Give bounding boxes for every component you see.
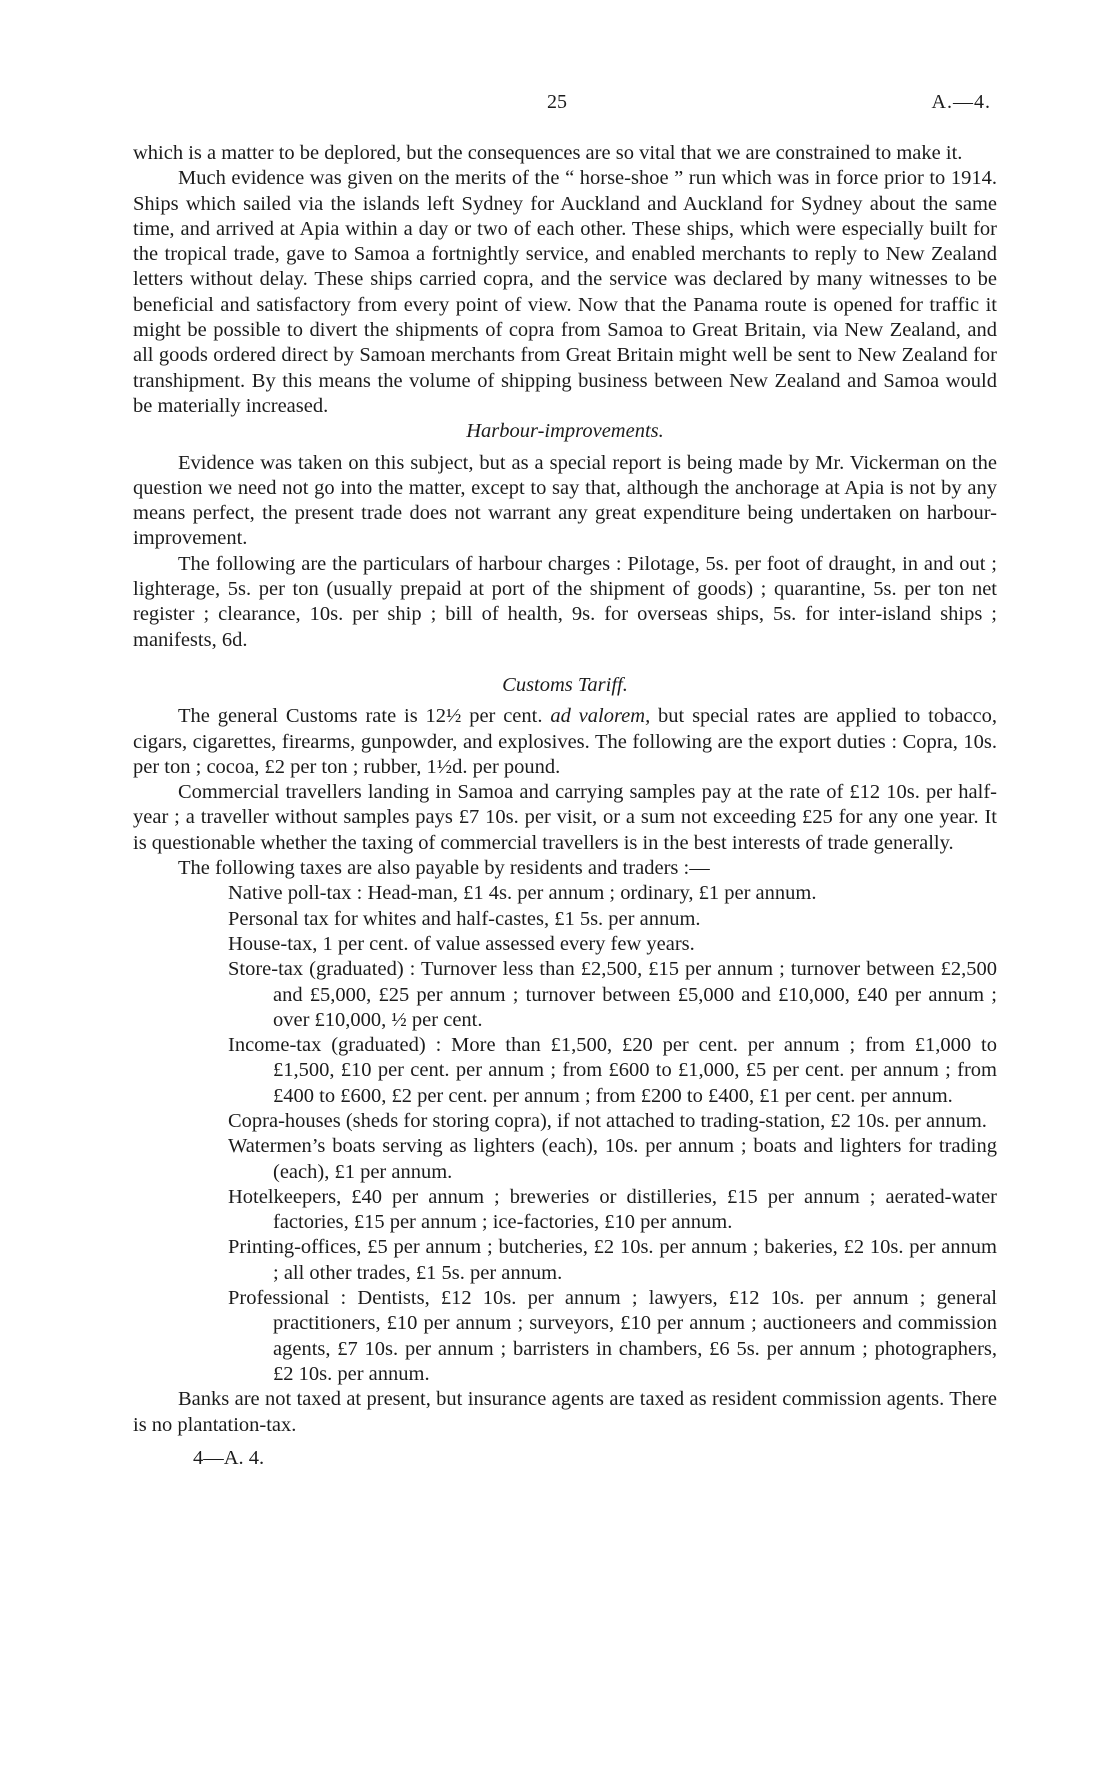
paragraph-harbour-charges: The following are the particulars of harbour charges : Pilotage, 5s. per foot of draught, in and out ; lighterage, 5s. per ton (usually prepaid at port of the shipment of goods) ; quarantine, 5s. per ton net register ; clearance, 10s. per ship ; bill of health, 9s. for overseas ships, 5s. for inter-island ships ; manifests, 6d. — [133, 552, 997, 651]
customs-rate-after: but special rates are applied to tobacco, cigars, cigarettes, firearms, gunpowder, and explosives. The following are the export duties : Copra, 10s. per ton ; cocoa, £2 per ton ; rubber, 1½d. per pound. — [133, 705, 998, 778]
paragraph-continuation: which is a matter to be deplored, but the consequences are so vital that we are constrained to make it. — [133, 142, 963, 164]
signature-mark: 4—A. 4. — [193, 1446, 265, 1469]
tax-list — [133, 881, 997, 1387]
tax-item: House-tax, 1 per cent. of value assessed every few years. — [228, 932, 695, 955]
customs-rate-italic: ad valorem, — [550, 705, 651, 728]
tax-item: Printing-offices, £5 per annum ; butcheries, £2 10s. per annum ; bakeries, £2 10s. per annum ; all other trades, £1 5s. per annum. — [228, 1236, 997, 1284]
page-header — [0, 90, 1114, 118]
paragraph-taxes-intro: The following taxes are also payable by residents and traders :— — [178, 857, 710, 880]
tax-item: Professional : Dentists, £12 10s. per annum ; lawyers, £12 10s. per annum ; general practitioners, £10 per annum ; surveyors, £10 per annum ; auctioneers and commission agents, £7 10s. per annum ; barristers in chambers, £6 5s. per annum ; photographers, £2 10s. per annum. — [228, 1287, 997, 1385]
tax-item: Income-tax (graduated) : More than £1,500, £20 per cent. per annum ; from £1,000 to £1,500, £10 per cent. per annum ; from £600 to £1,000, £5 per cent. per annum ; from £400 to £600, £2 per cent. per annum ; from £200 to £400, £1 per cent. per annum. — [228, 1034, 997, 1107]
section-heading-harbour: Harbour-improvements. — [466, 420, 664, 443]
page-body — [133, 141, 997, 1471]
tax-item: Watermen’s boats serving as lighters (each), 10s. per annum ; boats and lighters for trading (each), £1 per annum. — [228, 1135, 997, 1183]
paragraph-banks: Banks are not taxed at present, but insurance agents are taxed as resident commission agents. There is no plantation-tax. — [133, 1388, 997, 1436]
tax-item: Store-tax (graduated) : Turnover less than £2,500, £15 per annum ; turnover between £2,500 and £5,000, £25 per annum ; turnover between £5,000 and £10,000, £40 per annum ; over £10,000, ½ per cent. — [228, 958, 997, 1031]
tax-item: Hotelkeepers, £40 per annum ; breweries or distilleries, £15 per annum ; aerated-water factories, £15 per annum ; ice-factories, £10 per annum. — [228, 1185, 997, 1234]
section-heading-customs: Customs Tariff. — [502, 673, 628, 696]
document-reference: A.—4. — [931, 91, 991, 113]
tax-item: Personal tax for whites and half-castes, £1 5s. per annum. — [228, 907, 701, 930]
tax-item: Native poll-tax : Head-man, £1 4s. per annum ; ordinary, £1 per annum. — [228, 882, 817, 905]
paragraph-customs-rate — [133, 704, 997, 780]
customs-rate-before: The general Customs rate is 12½ per cent. — [178, 705, 543, 728]
paragraph-harbour-evidence: Evidence was taken on this subject, but as a special report is being made by Mr. Vickerman on the question we need not go into the matter, except to say that, although the anchorage at Apia is not by any means perfect, the present trade does not warrant any great expenditure being undertaken on harbour-improvement. — [133, 451, 997, 550]
page-number: 25 — [547, 91, 567, 113]
tax-item: Copra-houses (sheds for storing copra), if not attached to trading-station, £2 10s. per annum. — [228, 1109, 987, 1132]
paragraph-commercial-travellers: Commercial travellers landing in Samoa and carrying samples pay at the rate of £12 10s. per half-year ; a traveller without samples pays £7 10s. per visit, or a sum not exceeding £25 for any one year. It is questionable whether the taxing of commercial travellers is in the best interests of trade generally. — [133, 781, 997, 854]
paragraph-horse-shoe-run: Much evidence was given on the merits of the “ horse-shoe ” run which was in force prior to 1914. Ships which sailed via the islands left Sydney for Auckland and Auckland for Sydney about the same time, and arrived at Apia within a day or two of each other. These ships, which were especially built for the tropical trade, gave to Samoa a fortnightly service, and enabled merchants to reply to New Zealand letters without delay. These ships carried copra, and the service was declared by many witnesses to be beneficial and satisfactory from every point of view. Now that the Panama route is opened for traffic it might be possible to divert the shipments of copra from Samoa to Great Britain, via New Zealand, and all goods ordered direct by Samoan merchants from Great Britain might well be sent to New Zealand for transhipment. By this means the volume of shipping business between New Zealand and Samoa would be materially increased. — [133, 167, 997, 417]
